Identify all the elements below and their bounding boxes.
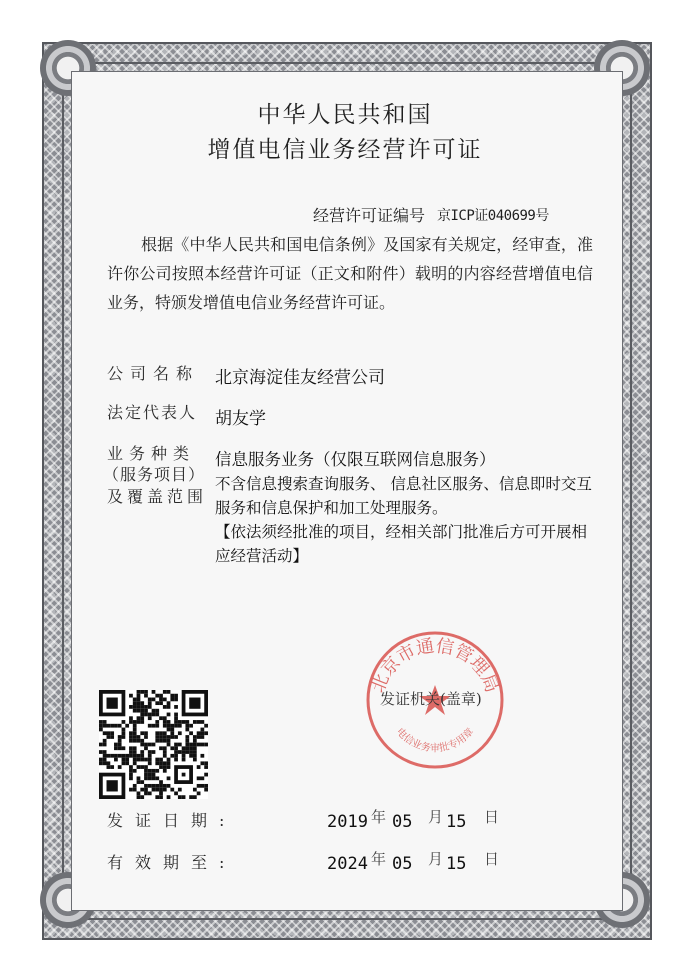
- license-number-label: 经营许可证编号: [313, 206, 426, 225]
- issuer-label: 发证机关(盖章): [380, 690, 482, 708]
- scope-label-line1: 业务种类: [107, 444, 196, 463]
- title-certificate: 增值电信业务经营许可证: [207, 137, 483, 163]
- scope-line1: 信息服务业务（仅限互联网信息服务）: [215, 450, 496, 469]
- issue-day: 15: [446, 812, 467, 832]
- qr-code: [99, 690, 208, 799]
- expiry-year: 2024: [327, 854, 368, 874]
- issue-month: 05: [392, 812, 413, 832]
- scope-label-line3: 及覆盖范围: [107, 487, 208, 506]
- issue-year: 2019: [327, 812, 368, 832]
- issue-month-unit: 月: [428, 808, 444, 826]
- title-country: 中华人民共和国: [257, 102, 433, 128]
- legal-rep-name: 胡友学: [215, 409, 266, 429]
- legal-rep-label: 法定代表人: [107, 403, 198, 422]
- business-scope: [215, 448, 593, 568]
- seal-text: 北京市通信管理局: [367, 635, 503, 696]
- intro-paragraph: 根据《中华人民共和国电信条例》及国家有关规定，经审查，准许你公司按照本经营许可证（正文和附件）载明的内容经营增值电信业务，特颁发增值电信业务经营许可证。: [107, 235, 593, 312]
- expiry-day: 15: [446, 854, 467, 874]
- scope-label-line2: （服务项目）: [103, 465, 206, 484]
- expiry-month-unit: 月: [428, 850, 444, 868]
- company-name: 北京海淀佳友经营公司: [215, 368, 385, 388]
- scope-line2: 不含信息搜索查询服务、 信息社区服务、信息即时交互服务和信息保护和加工处理服务。: [215, 475, 592, 517]
- company-name-label: 公司名称: [107, 364, 200, 383]
- expiry-month: 05: [392, 854, 413, 874]
- issue-day-unit: 日: [484, 808, 500, 826]
- expiry-year-unit: 年: [371, 850, 387, 868]
- issue-year-unit: 年: [371, 808, 387, 826]
- seal-subtext: 电信业务审批专用章: [393, 726, 477, 755]
- issue-date-label: 发证日期:: [107, 811, 237, 830]
- expiry-date-label: 有效期至:: [107, 853, 237, 872]
- scope-line3: 【依法须经批准的项目，经相关部门批准后方可开展相应经营活动】: [215, 523, 588, 565]
- license-number: 京ICP证040699号: [437, 208, 549, 224]
- expiry-day-unit: 日: [484, 850, 500, 868]
